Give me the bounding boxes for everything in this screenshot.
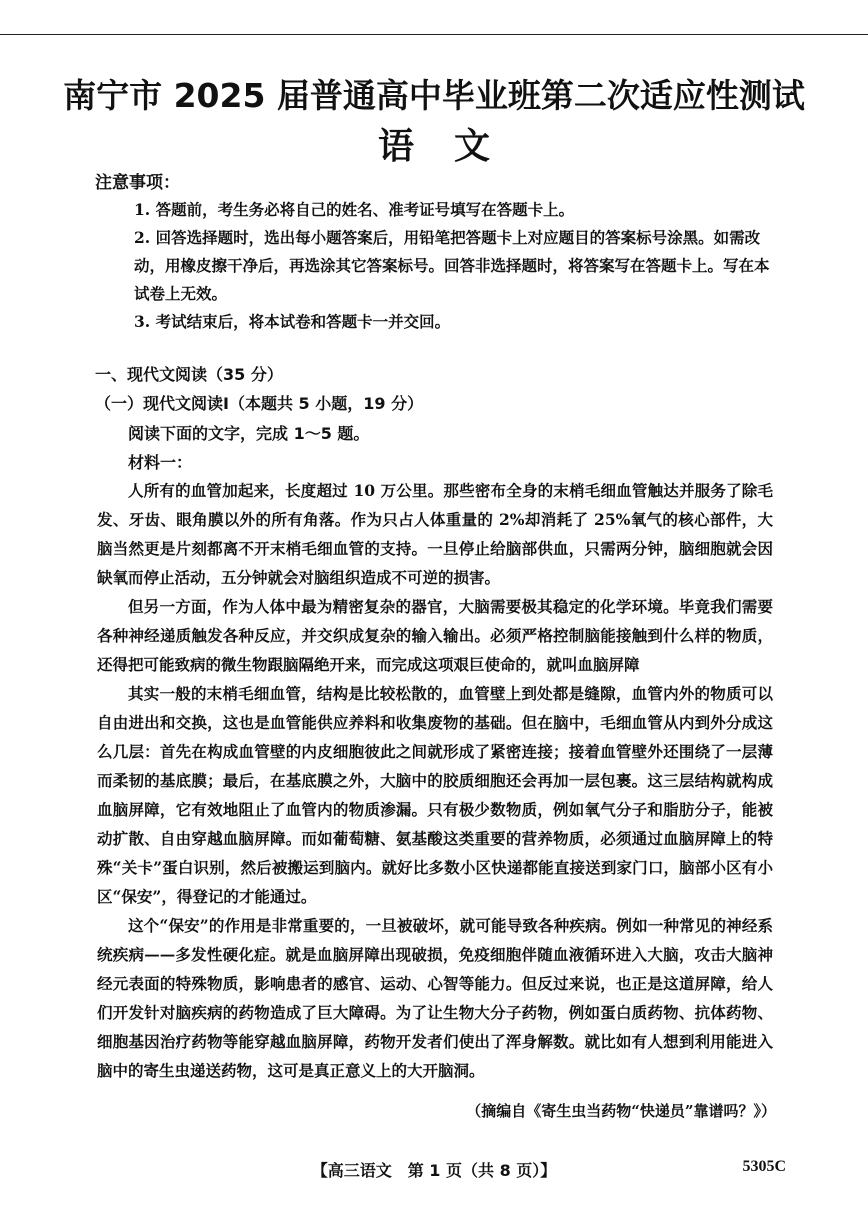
subject-title: 语文 [377, 126, 530, 167]
passage-paragraph: 这个“保安”的作用是非常重要的，一旦被破坏，就可能导致各种疾病。例如一种常见的神经系统疾病——多发性硬化症。就是血脑屏障出现破损，免疫细胞伴随血液循环进入大脑，攻击大脑神经元表面的特殊物质，影响患者的感官、运动、心智等能力。但反过来说，也正是这道屏障，给人们开发针对脑疾病的药物造成了巨大障碍。为了让生物大分子药物，例如蛋白质药物、抗体药物、细胞基因治疗药物等能穿越血脑屏障，药物开发者们使出了浑身解数。就比如有人想到利用能进入脑中的寄生虫递送药物，这可是真正意义上的大开脑洞。 [97, 916, 773, 1080]
page-footer: 【高三语文 第 1 页（共 8 页）】 [311, 1161, 557, 1180]
notice-list [134, 196, 784, 336]
section-heading: 一、现代文阅读（35 分） [95, 365, 283, 384]
notice-item: 1. 答题前，考生务必将自己的姓名、准考证号填写在答题卡上。 [134, 200, 575, 219]
passage-paragraph: 但另一方面，作为人体中最为精密复杂的器官，大脑需要极其稳定的化学环境。毕竟我们需要各种神经递质触发各种反应，并交织成复杂的输入输出。必须严格控制脑能接触到什么样的物质，还得把可能致病的微生物跟脑隔绝开来，而完成这项艰巨使命的，就叫血脑屏障 [97, 597, 773, 674]
reading-instruction: 阅读下面的文字，完成 1～5 题。 [128, 424, 370, 443]
subsection-heading: （一）现代文阅读Ⅰ（本题共 5 小题，19 分） [95, 394, 424, 413]
passage-paragraph: 人所有的血管加起来，长度超过 10 万公里。那些密布全身的末梢毛细血管触达并服务了除毛发、牙齿、眼角膜以外的所有角落。作为只占人体重量的 2%却消耗了 25%氧气的核心部件，大脑当然更是片刻都离不开末梢毛细血管的支持。一旦停止给脑部供血，只需两分钟，脑细胞就会因缺氧而停止活动，五分钟就会对脑组织造成不可逆的损害。 [97, 481, 773, 587]
notice-item: 2. 回答选择题时，选出每小题答案后，用铅笔把答题卡上对应题目的答案标号涂黑。如需改动，用橡皮擦干净后，再选涂其它答案标号。回答非选择题时，将答案写在答题卡上。写在本试卷上无效。 [134, 228, 770, 303]
exam-title: 南宁市 2025 届普通高中毕业班第二次适应性测试 [63, 76, 805, 115]
top-rule [0, 34, 868, 35]
material-label: 材料一： [128, 453, 193, 472]
source-citation: （摘编自《寄生虫当药物“快递员”靠谱吗？》） [466, 1102, 776, 1120]
notice-heading: 注意事项： [95, 173, 180, 193]
paper-code: 5305C [742, 1158, 786, 1175]
passage-paragraph: 其实一般的末梢毛细血管，结构是比较松散的，血管壁上到处都是缝隙，血管内外的物质可以自由进出和交换，这也是血管能供应养料和收集废物的基础。但在脑中，毛细血管从内到外分成这么几层：首先在构成血管壁的内皮细胞彼此之间就形成了紧密连接；接着血管壁外还围绕了一层薄而柔韧的基底膜；最后，在基底膜之外，大脑中的胶质细胞还会再加一层包裹。这三层结构就构成血脑屏障，它有效地阻止了血管内的物质渗漏。只有极少数物质，例如氧气分子和脂肪分子，能被动扩散、自由穿越血脑屏障。而如葡萄糖、氨基酸这类重要的营养物质，必须通过血脑屏障上的特殊“关卡”蛋白识别，然后被搬运到脑内。就好比多数小区快递都能直接送到家门口，脑部小区有小区“保安”，得登记的才能通过。 [97, 684, 773, 906]
notice-item: 3. 考试结束后，将本试卷和答题卡一并交回。 [134, 312, 451, 331]
reading-passage [97, 476, 773, 1085]
